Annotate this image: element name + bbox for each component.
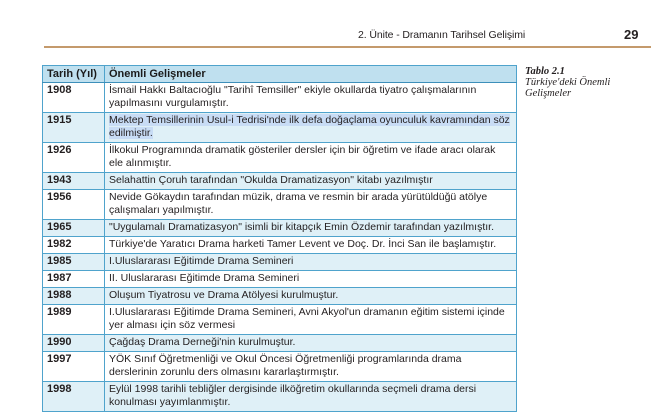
column-header-developments: Önemli Gelişmeler — [105, 66, 517, 83]
row-year: 1998 — [43, 382, 105, 412]
row-year: 1943 — [43, 173, 105, 190]
header-rule — [44, 46, 651, 48]
row-year: 1965 — [43, 220, 105, 237]
table-header-row — [43, 66, 517, 83]
timeline-table — [42, 65, 517, 412]
row-year: 1908 — [43, 83, 105, 113]
row-year: 1987 — [43, 271, 105, 288]
table-caption-text: Türkiye'deki Önemli Gelişmeler — [525, 77, 611, 99]
row-text[interactable] — [105, 113, 517, 143]
chapter-title: 2. Ünite - Dramanın Tarihsel Gelişimi — [358, 29, 526, 41]
selected-text[interactable]: Mektep Temsillerinin Usul-i Tedrisi'nde ilk defa doğaçlama oyunculuk kavramından söz edilmiştir. — [109, 114, 510, 139]
row-text: Nevide Gökaydın tarafından müzik, drama ve resmin bir arada yürütüldüğü atölye çalışmaları yapılmıştır. — [105, 190, 517, 220]
row-year: 1926 — [43, 143, 105, 173]
row-year: 1997 — [43, 352, 105, 382]
row-year: 1990 — [43, 335, 105, 352]
table-row — [43, 254, 517, 271]
row-year: 1956 — [43, 190, 105, 220]
row-year: 1989 — [43, 305, 105, 335]
row-text: İsmail Hakkı Baltacıoğlu "Tarihî Temsiller" ekiyle okullarda tiyatro çalışmalarının yapılmasını vurgulamıştır. — [105, 83, 517, 113]
table-row — [43, 352, 517, 382]
row-text: Eylül 1998 tarihli tebliğler dergisinde ilköğretim okullarında seçmeli drama dersi konulması yayımlanmıştır. — [105, 382, 517, 412]
row-text: Selahattin Çoruh tarafından "Okulda Dramatizasyon" kitabı yazılmıştır — [105, 173, 517, 190]
row-text: "Uygulamalı Dramatizasyon" isimli bir kitapçık Emin Özdemir tarafından yazılmıştır. — [105, 220, 517, 237]
row-text: Çağdaş Drama Derneği'nin kurulmuştur. — [105, 335, 517, 352]
row-text: II. Uluslararası Eğitimde Drama Semineri — [105, 271, 517, 288]
row-year: 1988 — [43, 288, 105, 305]
row-text: Oluşum Tiyatrosu ve Drama Atölyesi kurulmuştur. — [105, 288, 517, 305]
table-caption-label: Tablo 2.1 — [525, 66, 565, 77]
table-caption — [525, 66, 635, 99]
column-header-year: Tarih (Yıl) — [43, 66, 105, 83]
timeline-table-container — [42, 65, 516, 412]
table-row — [43, 220, 517, 237]
row-text: İlkokul Programında dramatik gösteriler dersler için bir öğretim ve ifade aracı olarak ele alınmıştır. — [105, 143, 517, 173]
row-text: I.Uluslararası Eğitimde Drama Semineri, Avni Akyol'un dramanın eğitim sistemi içinde yer alması için söz vermesi — [105, 305, 517, 335]
table-row — [43, 271, 517, 288]
table-row — [43, 305, 517, 335]
row-year: 1985 — [43, 254, 105, 271]
row-text: YÖK Sınıf Öğretmenliği ve Okul Öncesi Öğretmenliği programlarında drama derslerinin zorunlu ders olmasını kararlaştırmıştır. — [105, 352, 517, 382]
table-row — [43, 173, 517, 190]
table-row — [43, 237, 517, 254]
table-row — [43, 335, 517, 352]
table-row — [43, 288, 517, 305]
page-number: 29 — [624, 27, 639, 42]
table-row — [43, 190, 517, 220]
table-row — [43, 143, 517, 173]
row-year: 1915 — [43, 113, 105, 143]
table-row — [43, 382, 517, 412]
table-row — [43, 113, 517, 143]
table-row — [43, 83, 517, 113]
row-text: Türkiye'de Yaratıcı Drama harketi Tamer Levent ve Doç. Dr. İnci San ile başlamıştır. — [105, 237, 517, 254]
row-text: I.Uluslararası Eğitimde Drama Semineri — [105, 254, 517, 271]
row-year: 1982 — [43, 237, 105, 254]
